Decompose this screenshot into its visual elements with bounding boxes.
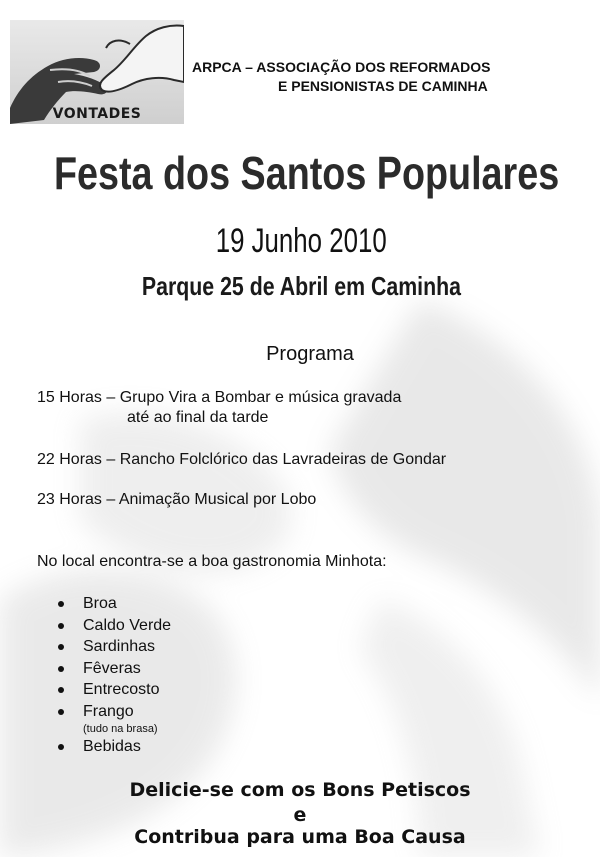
slogan-line-1: Delicie-se com os Bons Petiscos <box>129 779 471 801</box>
slogan-line-3: Contribua para uma Boa Causa <box>134 826 466 848</box>
vontades-logo <box>10 20 184 124</box>
program-event-time-line: 15 Horas – Grupo Vira a Bombar e música gravada <box>37 389 402 406</box>
organization-line-2: E PENSIONISTAS DE CAMINHA <box>278 78 488 94</box>
bullet-icon <box>58 744 64 750</box>
bullet-icon <box>58 709 64 715</box>
food-item: Sardinhas <box>58 636 171 658</box>
event-title: Festa dos Santos Populares <box>54 147 560 199</box>
program-heading: Programa <box>266 343 354 365</box>
event-date: 19 Junho 2010 <box>215 222 387 260</box>
organization-line-1: ARPCA – ASSOCIAÇÃO DOS REFORMADOS <box>192 59 491 75</box>
organization-name <box>192 58 552 96</box>
food-item: Caldo Verde <box>58 615 171 637</box>
food-list <box>58 593 171 757</box>
program-event-time-line: 22 Horas – Rancho Folclórico das Lavradeiras de Gondar <box>37 451 447 468</box>
slogan-line-2: e <box>293 804 307 826</box>
event-location: Parque 25 de Abril em Caminha <box>141 271 461 301</box>
program-event <box>37 490 316 510</box>
food-item: Bebidas <box>58 736 171 758</box>
food-item: Broa <box>58 593 171 615</box>
bullet-icon <box>58 666 64 672</box>
gastronomy-intro: No local encontra-se a boa gastronomia Minhota: <box>37 553 387 570</box>
bullet-icon <box>58 644 64 650</box>
food-item: Frango (tudo na brasa) <box>58 701 171 736</box>
food-item: Fêveras <box>58 658 171 680</box>
program-event-time-line: 23 Horas – Animação Musical por Lobo <box>37 491 317 508</box>
program-event <box>37 388 401 428</box>
logo-text: VONTADES <box>52 106 142 122</box>
bullet-icon <box>58 623 64 629</box>
food-note: (tudo na brasa) <box>83 722 158 735</box>
program-event <box>37 450 446 470</box>
program-event-continuation: até ao final da tarde <box>127 409 269 426</box>
bullet-icon <box>58 687 64 693</box>
bullet-icon <box>58 601 64 607</box>
food-item: Entrecosto <box>58 679 171 701</box>
